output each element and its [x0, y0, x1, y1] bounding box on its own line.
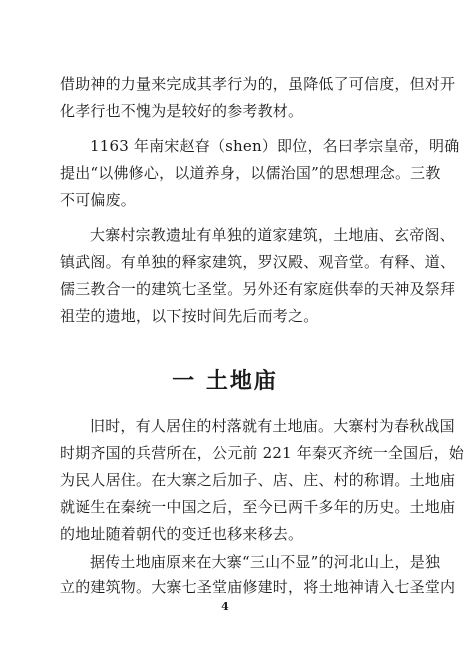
body-text-line: 祖茔的遗地，以下按时间先后而考之。: [60, 307, 319, 325]
body-text-line: 化孝行也不愧为是较好的参考教材。: [60, 102, 304, 120]
section-heading: 一 土地庙: [172, 369, 278, 394]
body-text-line: 时期齐国的兵营所在，公元前 221 年秦灭齐统一全国后，始: [60, 444, 464, 462]
body-text-line: 就诞生在秦统一中国之后，至今已两千多年的历史。土地庙: [60, 498, 456, 516]
page-number: 4: [221, 600, 229, 613]
body-text-line: 的地址随着朝代的变迁也移来移去。: [60, 525, 304, 543]
body-text-line: 提出“以佛修心，以道养身，以儒治国”的思想理念。三教: [60, 164, 441, 182]
body-text-line: 镇武阁。有单独的释家建筑，罗汉殿、观音堂。有释、道、: [60, 253, 456, 271]
body-text-line: 大寨村宗教遗址有单独的道家建筑，土地庙、玄帝阁、: [90, 226, 455, 244]
body-text-line: 据传土地庙原来在大寨“三山不显”的河北山上，是独: [90, 553, 441, 571]
body-text-line: 借助神的力量来完成其孝行为的，虽降低了可信度，但对开: [60, 75, 456, 93]
body-text-line: 立的建筑物。大寨七圣堂庙修建时，将土地神请入七圣堂内: [60, 578, 456, 596]
body-text-line: 不可偏废。: [60, 191, 137, 209]
body-text-line: 儒三教合一的建筑七圣堂。另外还有家庭供奉的天神及祭拜: [60, 280, 456, 298]
body-text-line: 1163 年南宋赵昚（shen）即位，名曰孝宗皇帝，明确: [90, 137, 460, 155]
body-text-line: 为民人居住。在大寨之后加子、店、庄、村的称谓。土地庙: [60, 471, 456, 489]
body-text-line: 旧时，有人居住的村落就有土地庙。大寨村为春秋战国: [90, 417, 455, 435]
